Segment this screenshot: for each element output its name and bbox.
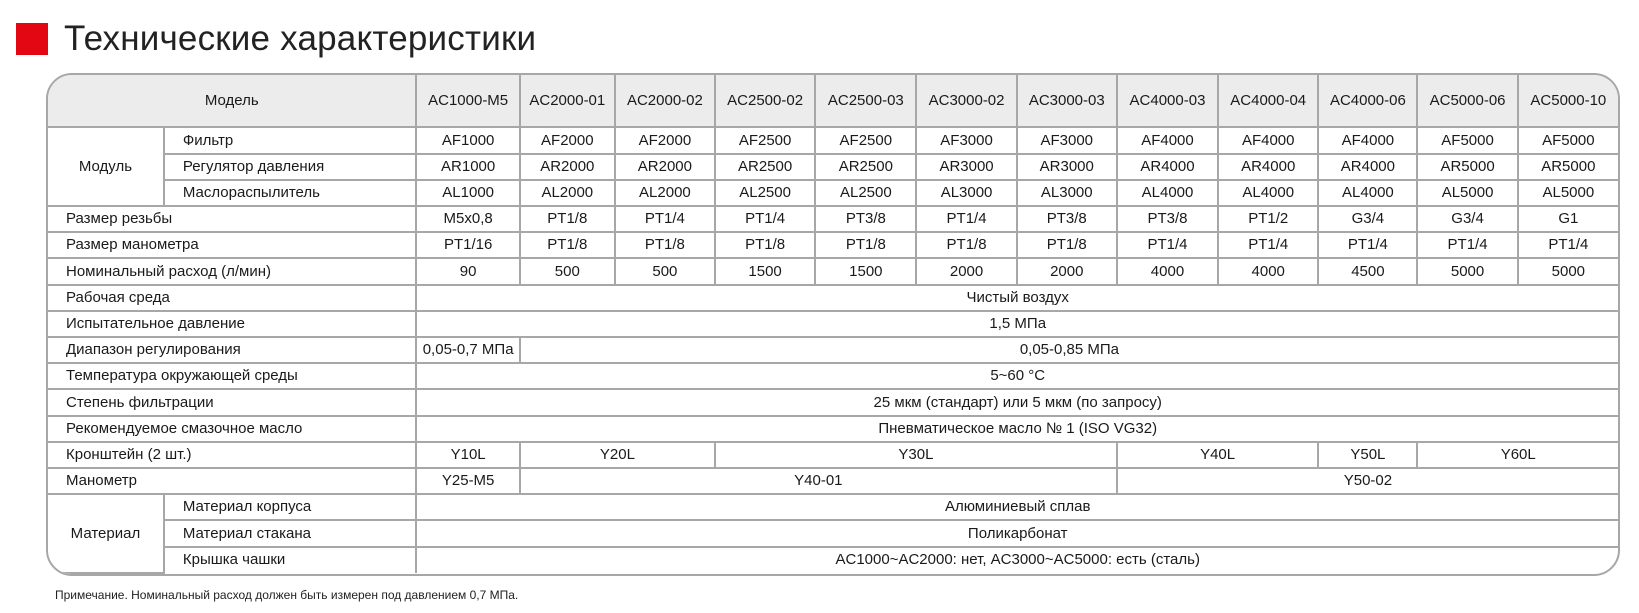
bracket-cell: Y10L (416, 442, 519, 468)
ambient-temp-value: 5~60 °C (416, 363, 1618, 389)
gauge-size-cell: PT1/4 (1218, 232, 1318, 258)
filter-cell: AF1000 (416, 127, 519, 153)
lubricator-cell: AL2500 (815, 180, 916, 206)
page-header (16, 18, 536, 60)
medium-label: Рабочая среда (48, 285, 416, 311)
manometer-cell: Y50-02 (1117, 468, 1618, 494)
manometer-cell: Y40-01 (520, 468, 1117, 494)
regulator-cell: AR4000 (1117, 154, 1218, 180)
model-cell: AC5000-06 (1417, 75, 1517, 127)
flow-cell: 500 (520, 258, 615, 284)
flow-label: Номинальный расход (л/мин) (48, 258, 416, 284)
flow-cell: 2000 (916, 258, 1016, 284)
thread-cell: PT1/4 (916, 206, 1016, 232)
filtration-row (48, 389, 1618, 415)
thread-cell: PT3/8 (815, 206, 916, 232)
thread-row (48, 206, 1618, 232)
lubricator-row (48, 180, 1618, 206)
oil-row (48, 416, 1618, 442)
flow-cell: 2000 (1017, 258, 1117, 284)
body-material-label: Материал корпуса (164, 494, 417, 520)
thread-cell: PT1/8 (520, 206, 615, 232)
model-cell: AC4000-06 (1318, 75, 1417, 127)
filter-cell: AF4000 (1117, 127, 1218, 153)
gauge-size-cell: PT1/8 (520, 232, 615, 258)
regulator-label: Регулятор давления (164, 154, 417, 180)
body-material-value: Алюминиевый сплав (416, 494, 1618, 520)
spec-table-frame (46, 73, 1620, 576)
lubricator-label: Маслораспылитель (164, 180, 417, 206)
gauge-size-cell: PT1/4 (1518, 232, 1618, 258)
thread-cell: G1 (1518, 206, 1618, 232)
gauge-size-cell: PT1/8 (815, 232, 916, 258)
regulator-cell: AR5000 (1518, 154, 1618, 180)
bracket-cell: Y20L (520, 442, 715, 468)
regulator-cell: AR1000 (416, 154, 519, 180)
bracket-label: Кронштейн (2 шт.) (48, 442, 416, 468)
bowl-material-value: Поликарбонат (416, 520, 1618, 546)
lubricator-cell: AL5000 (1518, 180, 1618, 206)
thread-cell: PT3/8 (1017, 206, 1117, 232)
gauge-size-cell: PT1/4 (1117, 232, 1218, 258)
thread-cell: PT1/4 (715, 206, 815, 232)
gauge-size-row (48, 232, 1618, 258)
filtration-value: 25 мкм (стандарт) или 5 мкм (по запросу) (416, 389, 1618, 415)
filter-cell: AF2500 (715, 127, 815, 153)
model-cell: AC1000-M5 (416, 75, 519, 127)
thread-cell: PT3/8 (1117, 206, 1218, 232)
manometer-cell: Y25-M5 (416, 468, 519, 494)
oil-value: Пневматическое масло № 1 (ISO VG32) (416, 416, 1618, 442)
test-pressure-label: Испытательное давление (48, 311, 416, 337)
regulator-cell: AR4000 (1318, 154, 1417, 180)
model-cell: AC4000-03 (1117, 75, 1218, 127)
filter-label: Фильтр (164, 127, 417, 153)
regulator-cell: AR2500 (715, 154, 815, 180)
flow-cell: 4000 (1218, 258, 1318, 284)
lubricator-cell: AL2000 (520, 180, 615, 206)
model-cell: AC2000-01 (520, 75, 615, 127)
gauge-size-cell: PT1/4 (1318, 232, 1417, 258)
regulator-cell: AR4000 (1218, 154, 1318, 180)
body-material-row (48, 494, 1618, 520)
reg-range-row (48, 337, 1618, 363)
bowl-cover-label: Крышка чашки (164, 547, 417, 573)
thread-cell: G3/4 (1417, 206, 1517, 232)
regulator-cell: AR3000 (916, 154, 1016, 180)
regulator-cell: AR5000 (1417, 154, 1517, 180)
thread-cell: PT1/2 (1218, 206, 1318, 232)
lubricator-cell: AL5000 (1417, 180, 1517, 206)
thread-cell: G3/4 (1318, 206, 1417, 232)
thread-cell: M5x0,8 (416, 206, 519, 232)
oil-label: Рекомендуемое смазочное масло (48, 416, 416, 442)
bowl-cover-value: AC1000~AC2000: нет, AC3000~AC5000: есть (сталь) (416, 547, 1618, 573)
flow-cell: 1500 (815, 258, 916, 284)
reg-range-first-value: 0,05-0,7 МПа (416, 337, 519, 363)
filter-cell: AF3000 (916, 127, 1016, 153)
medium-value: Чистый воздух (416, 285, 1618, 311)
regulator-cell: AR3000 (1017, 154, 1117, 180)
model-cell: AC3000-02 (916, 75, 1016, 127)
filter-cell: AF5000 (1518, 127, 1618, 153)
gauge-size-cell: PT1/8 (615, 232, 715, 258)
model-cell: AC5000-10 (1518, 75, 1618, 127)
lubricator-cell: AL3000 (916, 180, 1016, 206)
gauge-size-cell: PT1/8 (1017, 232, 1117, 258)
regulator-row (48, 154, 1618, 180)
bracket-cell: Y40L (1117, 442, 1318, 468)
ambient-temp-label: Температура окружающей среды (48, 363, 416, 389)
footnote: Примечание. Номинальный расход должен быть измерен под давлением 0,7 МПа. (55, 588, 519, 602)
spec-table (48, 75, 1618, 574)
material-label: Материал (48, 494, 164, 573)
flow-cell: 90 (416, 258, 519, 284)
model-cell: AC3000-03 (1017, 75, 1117, 127)
bracket-row (48, 442, 1618, 468)
model-cell: AC2000-02 (615, 75, 715, 127)
bracket-cell: Y60L (1417, 442, 1618, 468)
flow-cell: 4000 (1117, 258, 1218, 284)
thread-label: Размер резьбы (48, 206, 416, 232)
medium-row (48, 285, 1618, 311)
reg-range-rest-value: 0,05-0,85 МПа (520, 337, 1618, 363)
reg-range-label: Диапазон регулирования (48, 337, 416, 363)
ambient-temp-row (48, 363, 1618, 389)
thread-cell: PT1/4 (615, 206, 715, 232)
flow-cell: 5000 (1417, 258, 1517, 284)
regulator-cell: AR2000 (615, 154, 715, 180)
lubricator-cell: AL3000 (1017, 180, 1117, 206)
page-title: Технические характеристики (64, 19, 537, 58)
module-label: Модуль (48, 127, 164, 206)
filter-cell: AF4000 (1218, 127, 1318, 153)
lubricator-cell: AL1000 (416, 180, 519, 206)
flow-cell: 4500 (1318, 258, 1417, 284)
lubricator-cell: AL4000 (1218, 180, 1318, 206)
test-pressure-row (48, 311, 1618, 337)
filter-cell: AF2000 (615, 127, 715, 153)
header-model-label: Модель (48, 75, 416, 127)
bowl-material-row (48, 520, 1618, 546)
model-cell: AC2500-03 (815, 75, 916, 127)
bracket-cell: Y30L (715, 442, 1117, 468)
flow-row (48, 258, 1618, 284)
filter-cell: AF2500 (815, 127, 916, 153)
model-cell: AC2500-02 (715, 75, 815, 127)
lubricator-cell: AL4000 (1318, 180, 1417, 206)
filter-cell: AF4000 (1318, 127, 1417, 153)
lubricator-cell: AL2000 (615, 180, 715, 206)
filter-row (48, 127, 1618, 153)
flow-cell: 1500 (715, 258, 815, 284)
header-row (48, 75, 1618, 127)
filter-cell: AF3000 (1017, 127, 1117, 153)
lubricator-cell: AL2500 (715, 180, 815, 206)
red-square-icon (16, 23, 48, 55)
filter-cell: AF2000 (520, 127, 615, 153)
bowl-material-label: Материал стакана (164, 520, 417, 546)
regulator-cell: AR2500 (815, 154, 916, 180)
bracket-cell: Y50L (1318, 442, 1417, 468)
gauge-size-cell: PT1/16 (416, 232, 519, 258)
gauge-size-cell: PT1/4 (1417, 232, 1517, 258)
flow-cell: 5000 (1518, 258, 1618, 284)
manometer-row (48, 468, 1618, 494)
regulator-cell: AR2000 (520, 154, 615, 180)
flow-cell: 500 (615, 258, 715, 284)
manometer-label: Манометр (48, 468, 416, 494)
gauge-size-cell: PT1/8 (916, 232, 1016, 258)
model-cell: AC4000-04 (1218, 75, 1318, 127)
test-pressure-value: 1,5 МПа (416, 311, 1618, 337)
gauge-size-cell: PT1/8 (715, 232, 815, 258)
gauge-size-label: Размер манометра (48, 232, 416, 258)
lubricator-cell: AL4000 (1117, 180, 1218, 206)
bowl-cover-row (48, 547, 1618, 573)
filter-cell: AF5000 (1417, 127, 1517, 153)
filtration-label: Степень фильтрации (48, 389, 416, 415)
